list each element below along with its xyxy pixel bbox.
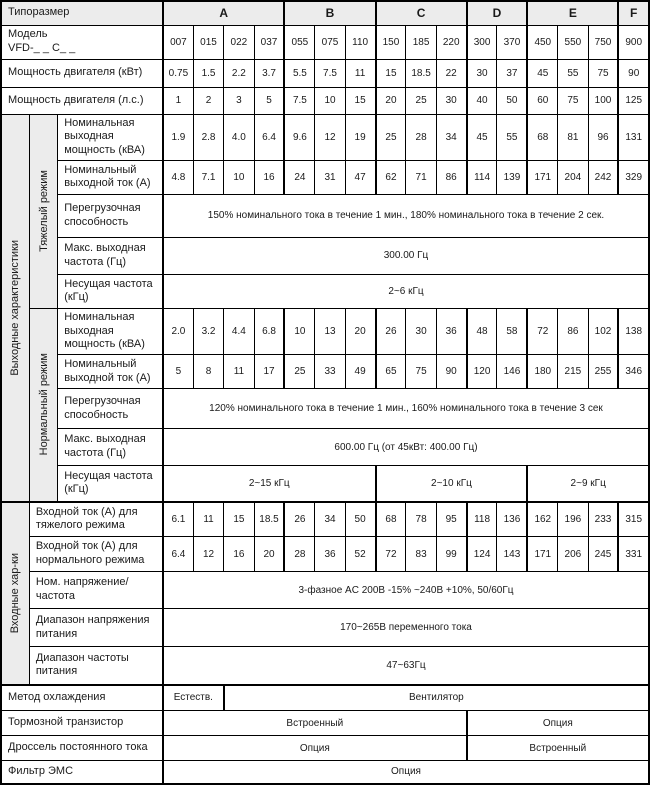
value-cell: 900	[618, 25, 649, 59]
value-cell: 171	[527, 160, 557, 194]
value-cell: 58	[497, 308, 527, 354]
value-cell: 47	[345, 160, 375, 194]
value-cell: 110	[345, 25, 375, 59]
voltage-range-row	[1, 609, 649, 647]
value-cell: 31	[315, 160, 345, 194]
value-cell: 139	[497, 160, 527, 194]
rated-voltage-label: Ном. напряжение/ частота	[29, 572, 163, 609]
value-cell: 25	[376, 114, 406, 160]
value-cell: 2.0	[163, 308, 193, 354]
value-cell: 90	[436, 355, 466, 389]
frame-letter: D	[467, 1, 528, 25]
heavy-kva-row	[1, 114, 649, 160]
value-cell: 162	[527, 502, 557, 537]
value-cell: 40	[467, 87, 497, 114]
normal-carrier-row	[1, 466, 649, 502]
value-cell: 25	[406, 87, 436, 114]
value-cell: 242	[588, 160, 618, 194]
value-cell: 72	[376, 537, 406, 572]
value-cell: 2.8	[193, 114, 223, 160]
value-cell: 30	[436, 87, 466, 114]
carrier-range-cell: 2~9 кГц	[527, 466, 649, 502]
model-label	[1, 25, 163, 59]
heavy-overload-value: 150% номинального тока в течение 1 мин., 180% номинального тока в течение 2 сек.	[163, 194, 649, 237]
value-cell: 30	[467, 59, 497, 87]
model-row	[1, 25, 649, 59]
value-cell: 10	[284, 308, 314, 354]
value-cell: 71	[406, 160, 436, 194]
value-cell: 171	[527, 537, 557, 572]
value-cell: 16	[254, 160, 284, 194]
value-cell: 329	[618, 160, 649, 194]
value-cell: 28	[284, 537, 314, 572]
normal-duty-label-text: Нормальный режим	[37, 353, 50, 456]
normal-max-freq-label: Макс. выходная частота (Гц)	[58, 429, 163, 466]
value-cell: 48	[467, 308, 497, 354]
normal-overload-row	[1, 389, 649, 429]
value-cell: 28	[406, 114, 436, 160]
value-cell: 65	[376, 355, 406, 389]
value-cell: 17	[254, 355, 284, 389]
input-section-label	[1, 502, 29, 685]
value-cell: 4.0	[224, 114, 254, 160]
value-cell: 37	[497, 59, 527, 87]
value-cell: 2	[193, 87, 223, 114]
value-cell: 15	[224, 502, 254, 537]
brake-transistor-row	[1, 711, 649, 736]
value-cell: 52	[345, 537, 375, 572]
value-cell: 16	[224, 537, 254, 572]
value-cell: 450	[527, 25, 557, 59]
value-cell: 138	[618, 308, 649, 354]
value-cell: 180	[527, 355, 557, 389]
value-cell: 15	[345, 87, 375, 114]
model-label-line2: VFD-_ _ C_ _	[8, 42, 76, 54]
motor-power-hp-label: Мощность двигателя (л.с.)	[1, 87, 163, 114]
value-cell: 6.1	[163, 502, 193, 537]
value-cell: 131	[618, 114, 649, 160]
frequency-range-row	[1, 647, 649, 685]
value-cell: 204	[558, 160, 588, 194]
heavy-amp-row	[1, 160, 649, 194]
value-cell: 7.5	[315, 59, 345, 87]
value-cell: 102	[588, 308, 618, 354]
value-cell: 6.4	[254, 114, 284, 160]
value-cell: 206	[558, 537, 588, 572]
value-cell: 5.5	[284, 59, 314, 87]
cooling-method-label: Метод охлаждения	[1, 685, 163, 711]
value-cell: 36	[315, 537, 345, 572]
value-cell: 100	[588, 87, 618, 114]
value-cell: 037	[254, 25, 284, 59]
value-cell: 68	[376, 502, 406, 537]
value-cell: 96	[588, 114, 618, 160]
normal-overload-value: 120% номинального тока в течение 1 мин., 160% номинального тока в течение 3 сек	[163, 389, 649, 429]
value-cell: 10	[224, 160, 254, 194]
value-cell: 055	[284, 25, 314, 59]
model-label-line1: Модель	[8, 28, 48, 41]
brake-transistor-label: Тормозной транзистор	[1, 711, 163, 736]
normal-max-freq-value: 600.00 Гц (от 45кВт: 400.00 Гц)	[163, 429, 649, 466]
emc-filter-label: Фильтр ЭМС	[1, 761, 163, 784]
value-cell: 3.2	[193, 308, 223, 354]
value-cell: 30	[406, 308, 436, 354]
value-cell: 34	[315, 502, 345, 537]
value-cell: 196	[558, 502, 588, 537]
value-cell: 750	[588, 25, 618, 59]
value-cell: 75	[588, 59, 618, 87]
value-cell: 45	[527, 59, 557, 87]
value-cell: 7.5	[284, 87, 314, 114]
value-cell: 60	[527, 87, 557, 114]
input-current-heavy-row	[1, 502, 649, 537]
frame-letter: F	[618, 1, 649, 25]
value-cell: 50	[345, 502, 375, 537]
value-cell: 25	[284, 355, 314, 389]
cooling-method-cell: Вентилятор	[224, 685, 649, 711]
heavy-duty-label	[29, 114, 57, 308]
normal-amp-label: Номинальный выходной ток (А)	[58, 355, 163, 389]
dc-choke-row	[1, 736, 649, 761]
heavy-overload-row	[1, 194, 649, 237]
motor-power-kw-row	[1, 59, 649, 87]
value-cell: 6.4	[163, 537, 193, 572]
dc-choke-label: Дроссель постоянного тока	[1, 736, 163, 761]
value-cell: 1	[163, 87, 193, 114]
value-cell: 120	[467, 355, 497, 389]
value-cell: 75	[406, 355, 436, 389]
value-cell: 10	[315, 87, 345, 114]
value-cell: 12	[315, 114, 345, 160]
value-cell: 55	[497, 114, 527, 160]
value-cell: 55	[558, 59, 588, 87]
value-cell: 45	[467, 114, 497, 160]
value-cell: 11	[224, 355, 254, 389]
value-cell: 143	[497, 537, 527, 572]
value-cell: 33	[315, 355, 345, 389]
value-cell: 7.1	[193, 160, 223, 194]
emc-filter-row	[1, 761, 649, 784]
rated-voltage-row	[1, 572, 649, 609]
value-cell: 8	[193, 355, 223, 389]
carrier-range-cell: 2~10 кГц	[376, 466, 528, 502]
value-cell: 4.4	[224, 308, 254, 354]
value-cell: 90	[618, 59, 649, 87]
value-cell: 125	[618, 87, 649, 114]
heavy-max-freq-row	[1, 237, 649, 274]
value-cell: 5	[163, 355, 193, 389]
heavy-carrier-row	[1, 274, 649, 308]
rated-voltage-value: 3-фазное AC 200В -15% ~240В +10%, 50/60Гц	[163, 572, 649, 609]
normal-amp-row	[1, 355, 649, 389]
value-cell: 78	[406, 502, 436, 537]
value-cell: 245	[588, 537, 618, 572]
value-cell: 6.8	[254, 308, 284, 354]
value-cell: 11	[345, 59, 375, 87]
input-current-normal-row	[1, 537, 649, 572]
value-cell: 86	[558, 308, 588, 354]
value-cell: 300	[467, 25, 497, 59]
value-cell: 255	[588, 355, 618, 389]
normal-duty-label	[29, 308, 57, 501]
value-cell: 075	[315, 25, 345, 59]
motor-power-hp-row	[1, 87, 649, 114]
dc-choke-cell: Встроенный	[467, 736, 649, 761]
normal-overload-label: Перегрузочная способность	[58, 389, 163, 429]
value-cell: 95	[436, 502, 466, 537]
value-cell: 72	[527, 308, 557, 354]
value-cell: 136	[497, 502, 527, 537]
frame-size-label: Типоразмер	[1, 1, 163, 25]
value-cell: 20	[376, 87, 406, 114]
value-cell: 5	[254, 87, 284, 114]
value-cell: 220	[436, 25, 466, 59]
frequency-range-label: Диапазон частоты питания	[29, 647, 163, 685]
frame-size-row	[1, 1, 649, 25]
brake-transistor-cell: Опция	[467, 711, 649, 736]
value-cell: 75	[558, 87, 588, 114]
frame-letter: A	[163, 1, 284, 25]
value-cell: 1.5	[193, 59, 223, 87]
value-cell: 24	[284, 160, 314, 194]
value-cell: 19	[345, 114, 375, 160]
value-cell: 007	[163, 25, 193, 59]
normal-max-freq-row	[1, 429, 649, 466]
value-cell: 4.8	[163, 160, 193, 194]
normal-kva-row	[1, 308, 649, 354]
heavy-kva-label: Номинальная выходная мощность (кВА)	[58, 114, 163, 160]
value-cell: 22	[436, 59, 466, 87]
value-cell: 185	[406, 25, 436, 59]
cooling-method-row	[1, 685, 649, 711]
value-cell: 370	[497, 25, 527, 59]
value-cell: 114	[467, 160, 497, 194]
heavy-overload-label: Перегрузочная способность	[58, 194, 163, 237]
value-cell: 022	[224, 25, 254, 59]
brake-transistor-cell: Встроенный	[163, 711, 467, 736]
input-section-label-text: Входные хар-ки	[9, 552, 22, 634]
value-cell: 550	[558, 25, 588, 59]
value-cell: 3.7	[254, 59, 284, 87]
frame-letter: C	[376, 1, 467, 25]
value-cell: 11	[193, 502, 223, 537]
frequency-range-value: 47~63Гц	[163, 647, 649, 685]
value-cell: 150	[376, 25, 406, 59]
voltage-range-label: Диапазон напряжения питания	[29, 609, 163, 647]
dc-choke-cell: Опция	[163, 736, 467, 761]
frame-letter: E	[527, 1, 618, 25]
value-cell: 315	[618, 502, 649, 537]
output-section-label-text: Выходные характеристики	[9, 239, 22, 376]
value-cell: 12	[193, 537, 223, 572]
heavy-duty-label-text: Тяжелый режим	[37, 170, 50, 253]
carrier-range-cell: 2~15 кГц	[163, 466, 376, 502]
input-current-heavy-label: Входной ток (А) для тяжелого режима	[29, 502, 163, 537]
normal-carrier-label: Несущая частота (кГц)	[58, 466, 163, 502]
value-cell: 81	[558, 114, 588, 160]
value-cell: 215	[558, 355, 588, 389]
heavy-max-freq-label: Макс. выходная частота (Гц)	[58, 237, 163, 274]
value-cell: 26	[284, 502, 314, 537]
value-cell: 36	[436, 308, 466, 354]
value-cell: 015	[193, 25, 223, 59]
value-cell: 0.75	[163, 59, 193, 87]
value-cell: 1.9	[163, 114, 193, 160]
value-cell: 49	[345, 355, 375, 389]
value-cell: 331	[618, 537, 649, 572]
voltage-range-value: 170~265В переменного тока	[163, 609, 649, 647]
value-cell: 13	[315, 308, 345, 354]
value-cell: 18.5	[406, 59, 436, 87]
normal-kva-label: Номинальная выходная мощность (кВА)	[58, 308, 163, 354]
value-cell: 20	[345, 308, 375, 354]
value-cell: 233	[588, 502, 618, 537]
cooling-method-cell: Естеств.	[163, 685, 224, 711]
value-cell: 83	[406, 537, 436, 572]
motor-power-kw-label: Мощность двигателя (кВт)	[1, 59, 163, 87]
value-cell: 18.5	[254, 502, 284, 537]
value-cell: 99	[436, 537, 466, 572]
value-cell: 124	[467, 537, 497, 572]
frame-letter: B	[284, 1, 375, 25]
value-cell: 34	[436, 114, 466, 160]
heavy-max-freq-value: 300.00 Гц	[163, 237, 649, 274]
value-cell: 146	[497, 355, 527, 389]
value-cell: 3	[224, 87, 254, 114]
value-cell: 346	[618, 355, 649, 389]
value-cell: 9.6	[284, 114, 314, 160]
heavy-carrier-value: 2~6 кГц	[163, 274, 649, 308]
value-cell: 118	[467, 502, 497, 537]
value-cell: 68	[527, 114, 557, 160]
value-cell: 26	[376, 308, 406, 354]
value-cell: 62	[376, 160, 406, 194]
input-current-normal-label: Входной ток (А) для нормального режима	[29, 537, 163, 572]
value-cell: 20	[254, 537, 284, 572]
value-cell: 2.2	[224, 59, 254, 87]
value-cell: 15	[376, 59, 406, 87]
output-section-label	[1, 114, 29, 502]
value-cell: 86	[436, 160, 466, 194]
heavy-amp-label: Номинальный выходной ток (А)	[58, 160, 163, 194]
value-cell: 50	[497, 87, 527, 114]
heavy-carrier-label: Несущая частота (кГц)	[58, 274, 163, 308]
emc-filter-cell: Опция	[163, 761, 649, 784]
